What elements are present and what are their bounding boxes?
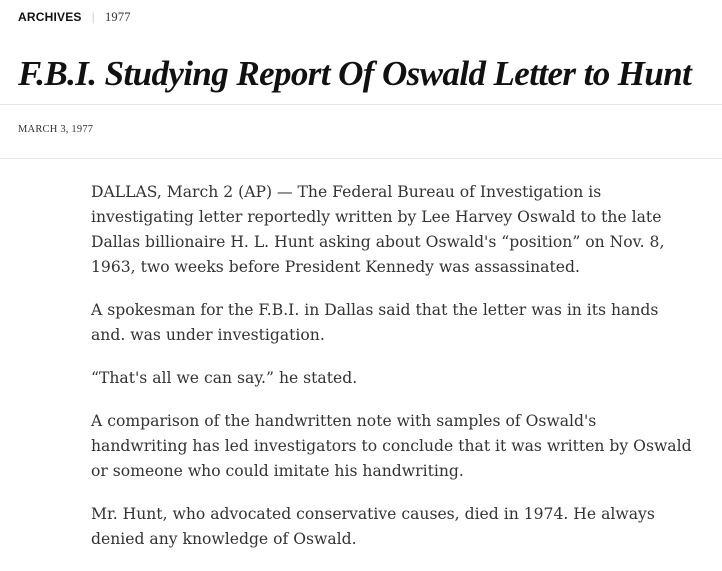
paragraph-line: Mr. Hunt, who advocated conservative causes, died in 1974. He always: [91, 505, 655, 523]
paragraph-3: [91, 366, 701, 391]
archives-link[interactable]: ARCHIVES: [18, 10, 82, 24]
article-date: MARCH 3, 1977: [18, 124, 94, 135]
paragraph-line: denied any knowledge of Oswald.: [91, 530, 357, 548]
paragraph-line: A comparison of the handwritten note with samples of Oswald's: [91, 412, 597, 430]
year-label: 1977: [104, 9, 131, 24]
paragraph-5: [91, 502, 701, 552]
paragraph-4: [91, 409, 701, 484]
paragraph-line: investigating letter reportedly written by Lee Harvey Oswald to the late: [91, 208, 662, 226]
paragraph-line: 1963, two weeks before President Kennedy was assassinated.: [91, 258, 580, 276]
separator: |: [91, 10, 95, 24]
paragraph-line: DALLAS, March 2 (AP) — The Federal Bureau of Investigation is: [91, 183, 602, 201]
divider-bottom: [0, 158, 722, 159]
paragraph-1: [91, 180, 701, 280]
article-body: [91, 180, 701, 570]
article-headline: F.B.I. Studying Report Of Oswald Letter to Hunt: [18, 54, 692, 93]
paragraph-line: or someone who could imitate his handwriting.: [91, 462, 464, 480]
paragraph-line: “That's all we can say.” he stated.: [91, 369, 358, 387]
paragraph-line: handwriting has led investigators to conclude that it was written by Oswald: [91, 437, 692, 455]
paragraph-line: Dallas billionaire H. L. Hunt asking about Oswald's “position” on Nov. 8,: [91, 233, 665, 251]
paragraph-line: A spokesman for the F.B.I. in Dallas said that the letter was in its hands: [91, 301, 659, 319]
paragraph-2: [91, 298, 701, 348]
paragraph-line: and. was under investigation.: [91, 326, 325, 344]
divider-top: [0, 104, 722, 105]
top-bar: [18, 7, 131, 27]
